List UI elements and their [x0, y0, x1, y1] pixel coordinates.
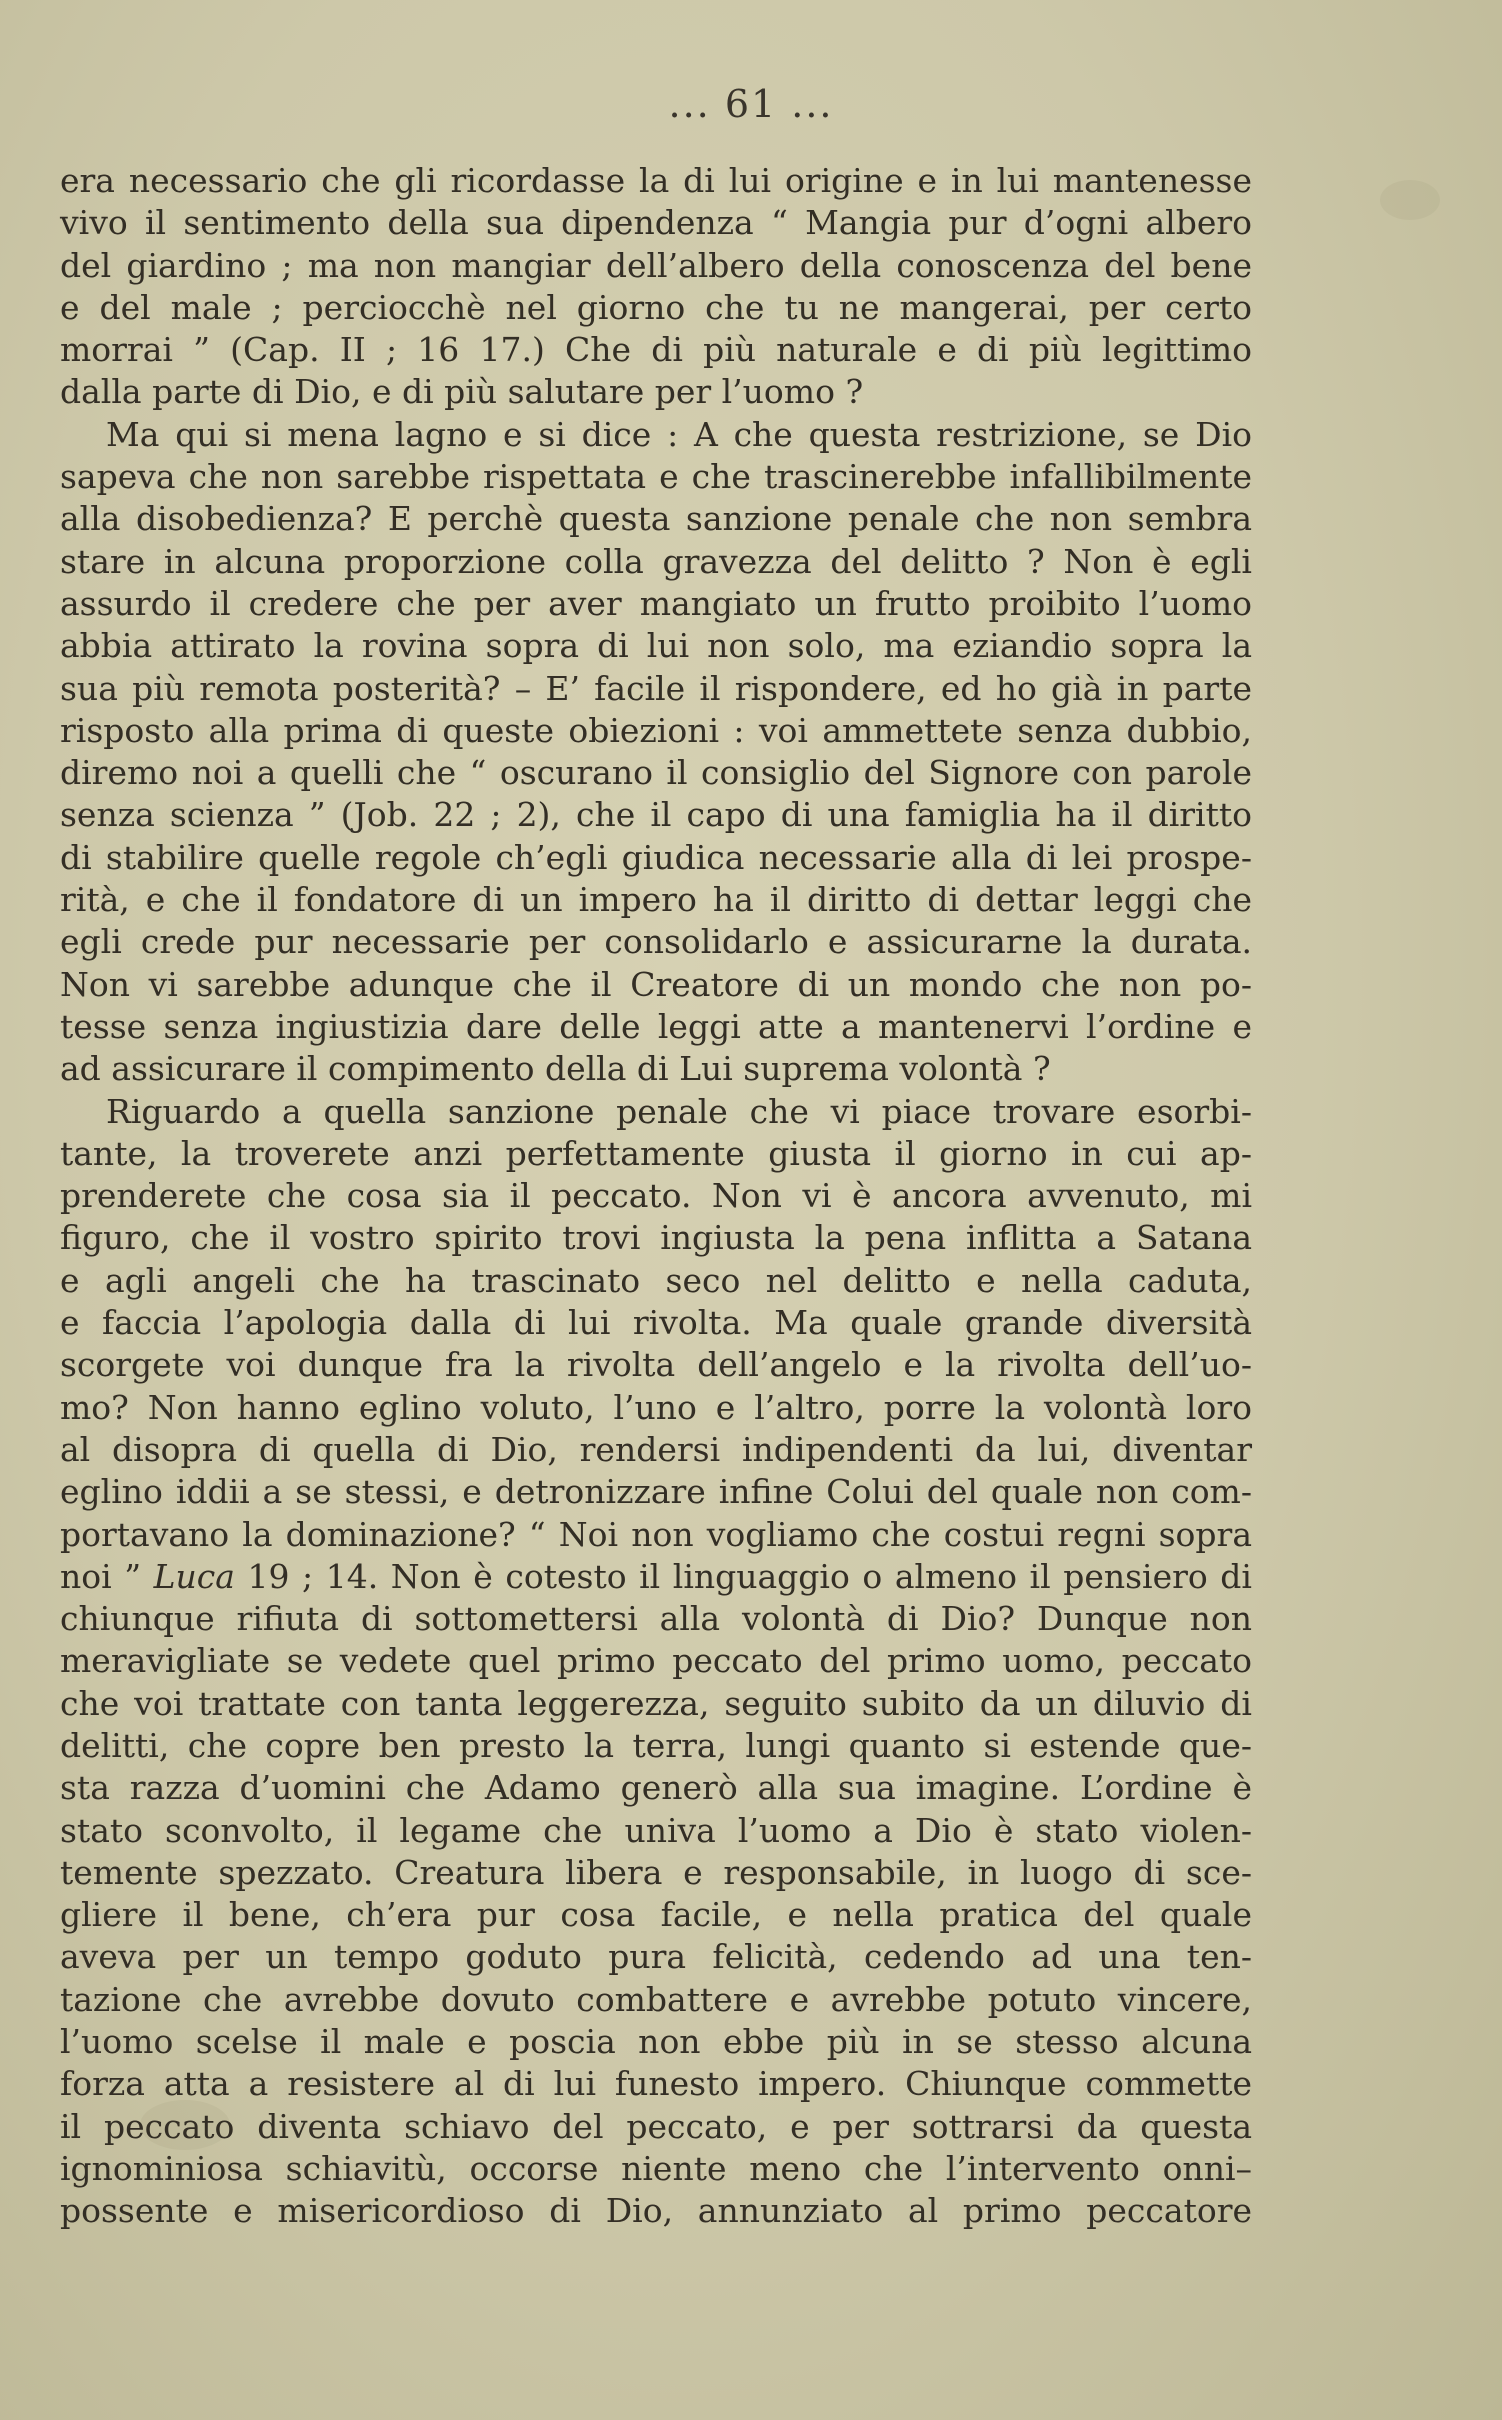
- text-line: rità, e che il fondatore di un impero ha il diritto di dettar leggi che: [60, 880, 1252, 920]
- text-line: delitti, che copre ben presto la terra, lungi quanto si estende que-: [60, 1725, 1252, 1765]
- text-line: ignominiosa schiavitù, occorse niente meno che l’intervento onni–: [60, 2148, 1252, 2188]
- text-line: scorgete voi dunque fra la rivolta dell’angelo e la rivolta dell’uo-: [60, 1345, 1252, 1385]
- text-line: tante, la troverete anzi perfettamente giusta il giorno in cui ap-: [60, 1133, 1252, 1173]
- text-line: dalla parte di Dio, e di più salutare per l’uomo ?: [60, 372, 864, 412]
- text-line: meravigliate se vedete quel primo peccato del primo uomo, peccato: [60, 1641, 1252, 1681]
- text-line: sapeva che non sarebbe rispettata e che trascinerebbe infallibilmente: [60, 457, 1252, 497]
- text-line: eglino iddii a se stessi, e detronizzare infine Colui del quale non com-: [60, 1472, 1252, 1512]
- text-line: alla disobedienza? E perchè questa sanzione penale che non sembra: [60, 499, 1252, 539]
- text-line: diremo noi a quelli che “ oscurano il consiglio del Signore con parole: [60, 753, 1252, 793]
- text-line: di stabilire quelle regole ch’egli giudica necessarie alla di lei prospe-: [60, 837, 1252, 877]
- page-number: ... 61 ...: [668, 82, 834, 126]
- text-line: mo? Non hanno eglino voluto, l’uno e l’altro, porre la volontà loro: [60, 1387, 1252, 1427]
- text-line: senza scienza ” (Job. 22 ; 2), che il capo di una famiglia ha il diritto: [60, 795, 1252, 835]
- text-line: Ma qui si mena lagno e si dice : A che questa restrizione, se Dio: [106, 414, 1252, 454]
- text-line: Riguardo a quella sanzione penale che vi piace trovare esorbi-: [106, 1091, 1252, 1131]
- text-line: chiunque rifiuta di sottomettersi alla volontà di Dio? Dunque non: [60, 1599, 1252, 1639]
- text-line: sta razza d’uomini che Adamo generò alla sua imagine. L’ordine è: [60, 1768, 1252, 1808]
- text-line: assurdo il credere che per aver mangiato un frutto proibito l’uomo: [60, 583, 1252, 623]
- text-line: e agli angeli che ha trascinato seco nel delitto e nella caduta,: [60, 1260, 1252, 1300]
- text-line: il peccato diventa schiavo del peccato, e per sottrarsi da questa: [60, 2106, 1252, 2146]
- text-line: egli crede pur necessarie per consolidarlo e assicurarne la durata.: [60, 922, 1252, 962]
- text-line: era necessario che gli ricordasse la di lui origine e in lui mantenesse: [60, 161, 1252, 200]
- text-line: temente spezzato. Creatura libera e responsabile, in luogo di sce-: [60, 1852, 1252, 1892]
- text-line: forza atta a resistere al di lui funesto impero. Chiunque commette: [60, 2064, 1252, 2104]
- text-line: e del male ; perciocchè nel giorno che tu ne mangerai, per certo: [60, 287, 1252, 327]
- book-reference: Luca: [153, 1556, 235, 1596]
- text-line: figuro, che il vostro spirito trovi ingiusta la pena inflitta a Satana: [60, 1218, 1252, 1258]
- text-line: ad assicurare il compimento della di Lui suprema volontà ?: [60, 1049, 1051, 1089]
- text-line: possente e misericordioso di Dio, annunziato al primo peccatore: [60, 2191, 1252, 2231]
- text-line: tazione che avrebbe dovuto combattere e avrebbe potuto vincere,: [60, 1979, 1252, 2019]
- text-line: al disopra di quella di Dio, rendersi indipendenti da lui, diventar: [60, 1429, 1252, 1469]
- text-line: portavano la dominazione? “ Noi non vogliamo che costui regni sopra: [60, 1514, 1252, 1554]
- text-line: che voi trattate con tanta leggerezza, seguito subito da un diluvio di: [60, 1683, 1252, 1723]
- text-line: e faccia l’apologia dalla di lui rivolta. Ma quale grande diversità: [60, 1303, 1252, 1343]
- text-line: tesse senza ingiustizia dare delle leggi atte a mantenervi l’ordine e: [60, 1006, 1252, 1046]
- text-line: vivo il sentimento della sua dipendenza “ Mangia pur d’ogni albero: [60, 203, 1252, 243]
- text-line: prenderete che cosa sia il peccato. Non vi è ancora avvenuto, mi: [60, 1176, 1252, 1216]
- text-line: noi ” Luca 19 ; 14. Non è cotesto il linguaggio o almeno il pensiero di: [60, 1556, 1252, 1596]
- paper-stain: [1380, 180, 1440, 220]
- text-line: gliere il bene, ch’era pur cosa facile, e nella pratica del quale: [60, 1895, 1252, 1935]
- text-line: del giardino ; ma non mangiar dell’albero della conoscenza del bene: [60, 245, 1252, 285]
- text-line: Non vi sarebbe adunque che il Creatore di un mondo che non po-: [60, 964, 1252, 1004]
- text-line: stato sconvolto, il legame che univa l’uomo a Dio è stato violen-: [60, 1810, 1252, 1850]
- text-line: risposto alla prima di queste obiezioni : voi ammettete senza dubbio,: [60, 710, 1252, 750]
- text-line: abbia attirato la rovina sopra di lui non solo, ma eziandio sopra la: [60, 626, 1252, 666]
- text-line: stare in alcuna proporzione colla gravezza del delitto ? Non è egli: [60, 541, 1252, 581]
- text-line: sua più remota posterità? – E’ facile il rispondere, ed ho già in parte: [60, 668, 1252, 708]
- body-text: [60, 160, 1252, 2233]
- text-line: aveva per un tempo goduto pura felicità, cedendo ad una ten-: [60, 1937, 1252, 1977]
- text-line: l’uomo scelse il male e poscia non ebbe più in se stesso alcuna: [60, 2022, 1252, 2062]
- text-line: morrai ” (Cap. II ; 16 17.) Che di più naturale e di più legittimo: [60, 330, 1252, 370]
